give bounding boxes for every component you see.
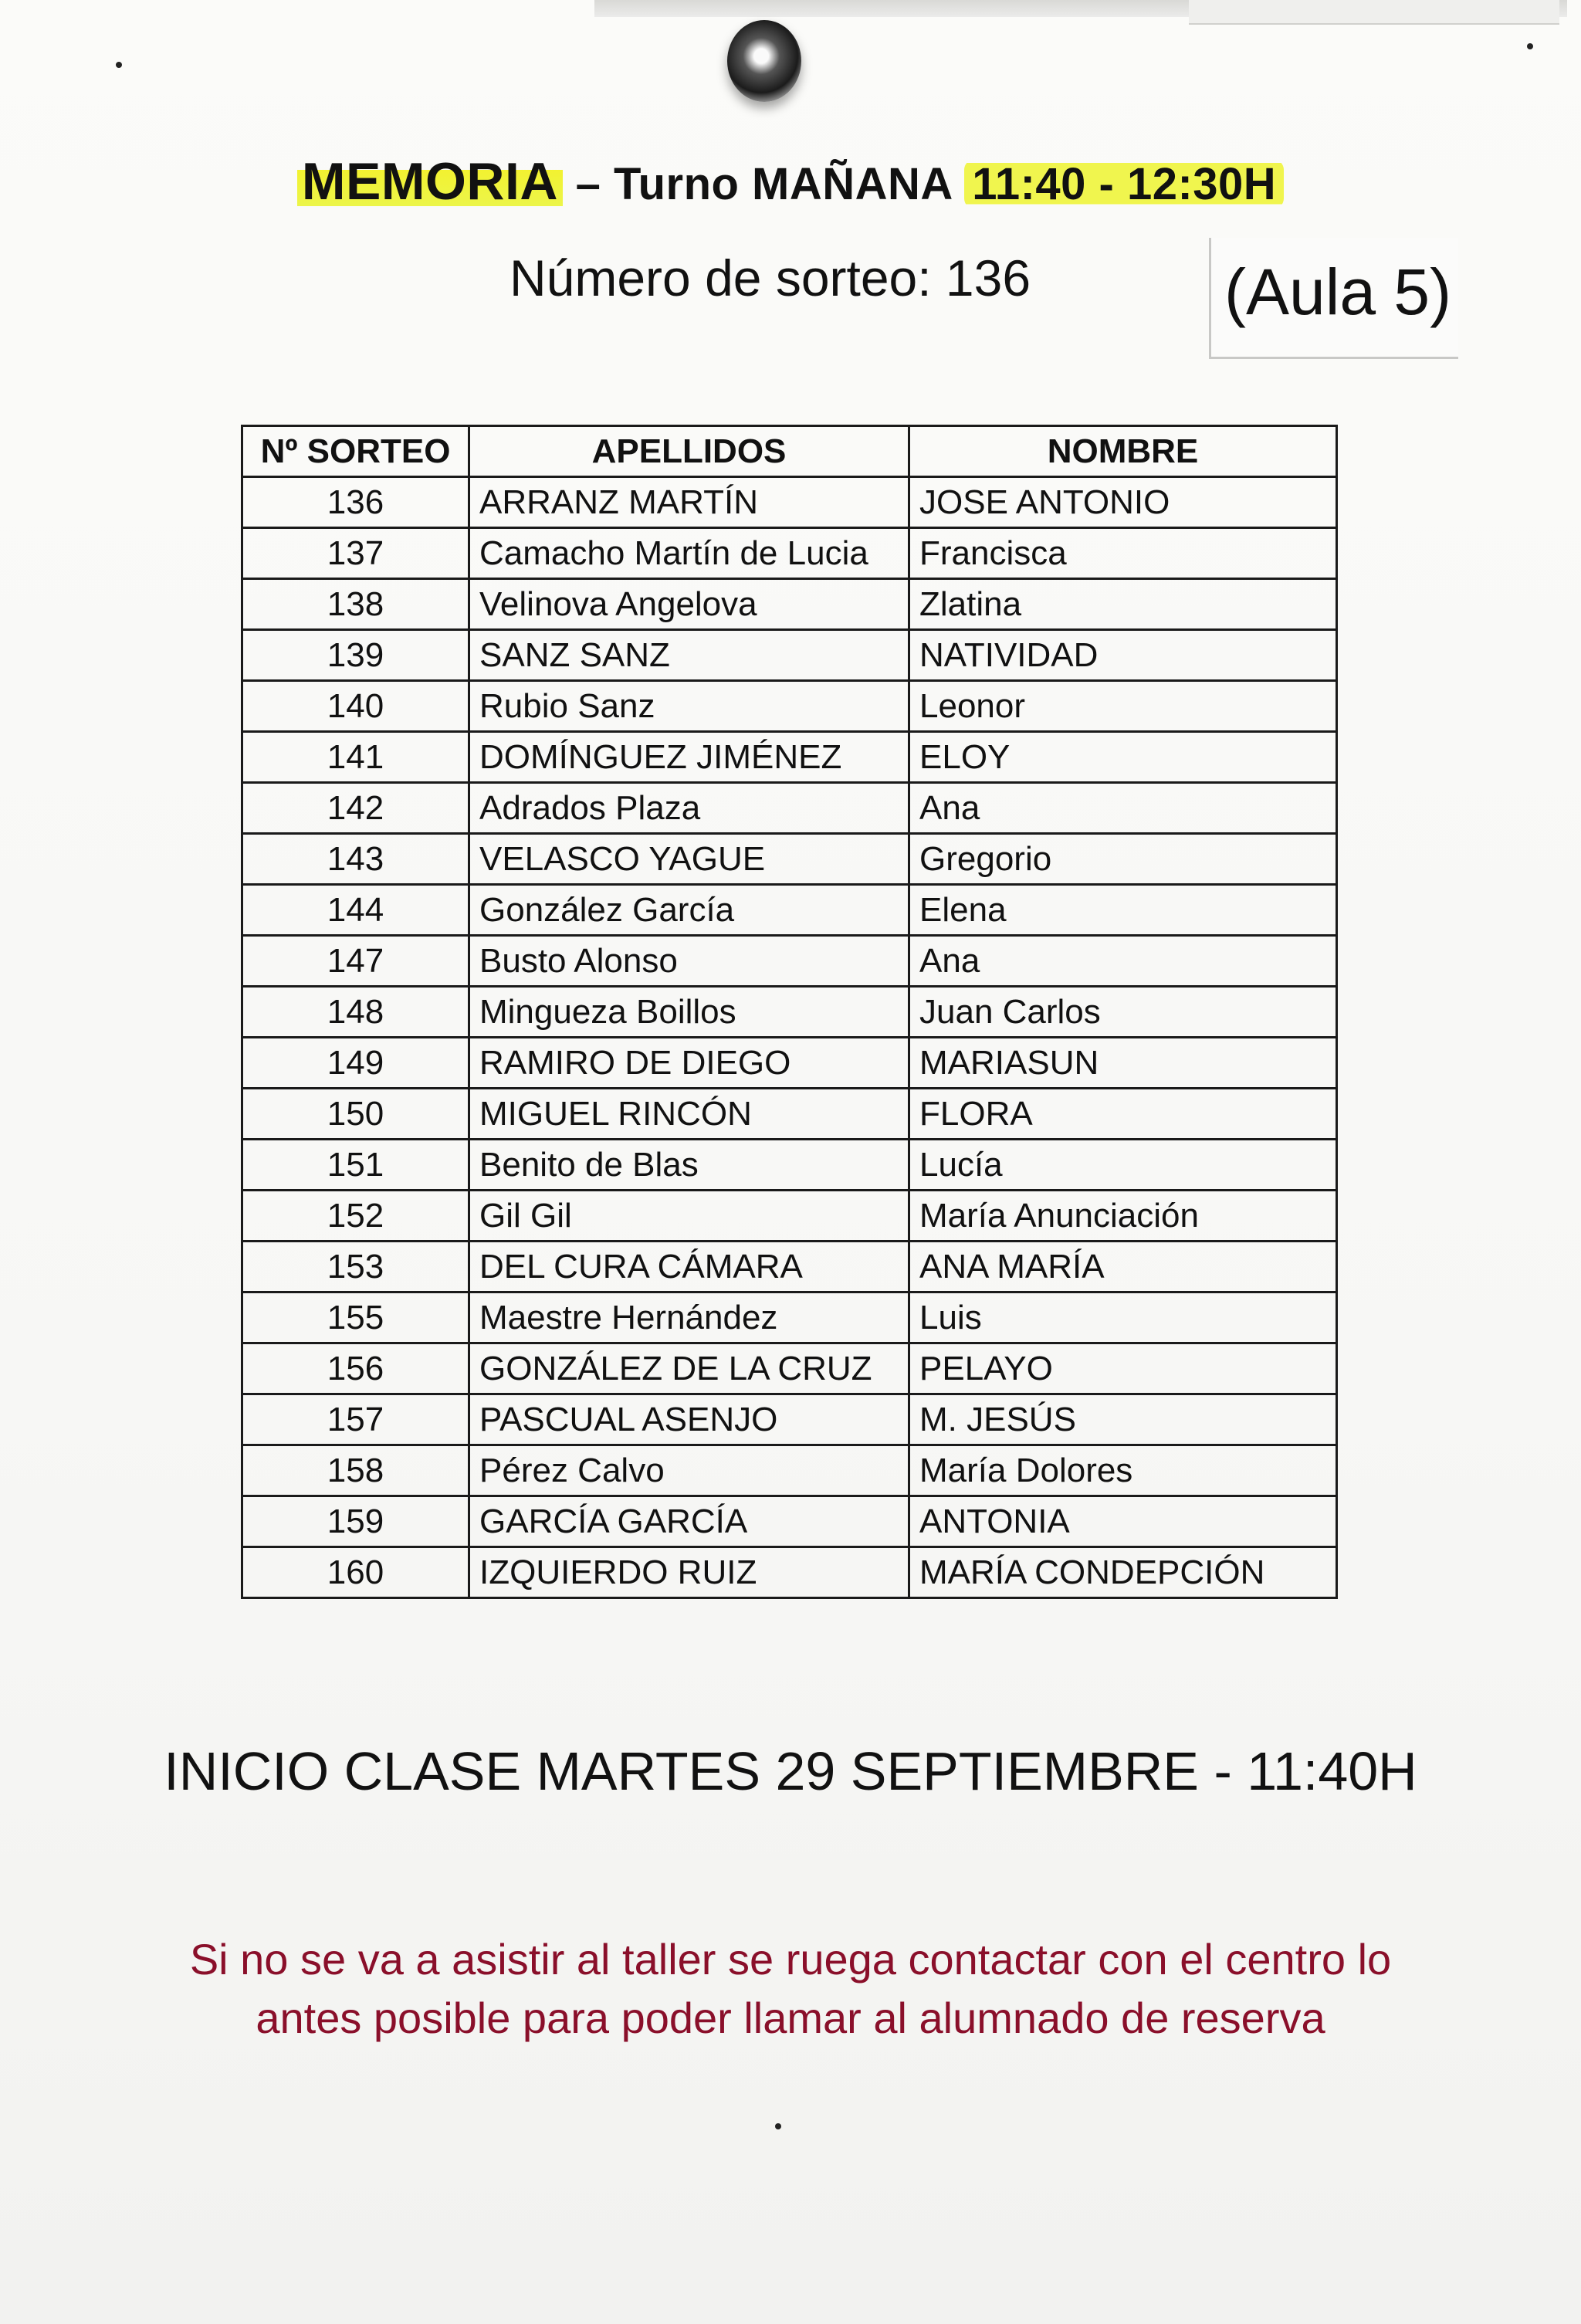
- cell-draw-number: 152: [242, 1191, 469, 1242]
- cell-name: Ana: [909, 936, 1337, 987]
- participants-table: [241, 425, 1338, 1599]
- pushpin-icon: [727, 20, 801, 102]
- title-time: 11:40 - 12:30H: [964, 159, 1284, 209]
- table-row: [242, 681, 1337, 732]
- table-row: [242, 1242, 1337, 1292]
- title-subject: MEMORIA: [297, 152, 563, 211]
- cell-name: María Dolores: [909, 1445, 1337, 1496]
- table-row: [242, 987, 1337, 1038]
- cell-name: FLORA: [909, 1089, 1337, 1140]
- cell-surnames: Pérez Calvo: [469, 1445, 909, 1496]
- room-label: (Aula 5): [1224, 256, 1452, 328]
- table-row: [242, 783, 1337, 834]
- cell-surnames: ARRANZ MARTÍN: [469, 477, 909, 528]
- table-row: [242, 579, 1337, 630]
- cell-draw-number: 138: [242, 579, 469, 630]
- cell-draw-number: 159: [242, 1496, 469, 1547]
- cell-name: MARÍA CONDEPCIÓN: [909, 1547, 1337, 1598]
- cell-surnames: Benito de Blas: [469, 1140, 909, 1191]
- table-row: [242, 1292, 1337, 1343]
- cell-draw-number: 151: [242, 1140, 469, 1191]
- table-row: [242, 732, 1337, 783]
- attendance-note: [0, 1930, 1581, 2048]
- cell-name: María Anunciación: [909, 1191, 1337, 1242]
- cell-surnames: MIGUEL RINCÓN: [469, 1089, 909, 1140]
- cell-surnames: Adrados Plaza: [469, 783, 909, 834]
- cell-surnames: Camacho Martín de Lucia: [469, 528, 909, 579]
- cell-name: ANA MARÍA: [909, 1242, 1337, 1292]
- cell-draw-number: 160: [242, 1547, 469, 1598]
- cell-draw-number: 148: [242, 987, 469, 1038]
- cell-name: Luis: [909, 1292, 1337, 1343]
- cell-surnames: PASCUAL ASENJO: [469, 1394, 909, 1445]
- table-row: [242, 477, 1337, 528]
- cell-draw-number: 140: [242, 681, 469, 732]
- cell-surnames: González García: [469, 885, 909, 936]
- table-row: [242, 834, 1337, 885]
- cell-draw-number: 139: [242, 630, 469, 681]
- cell-name: M. JESÚS: [909, 1394, 1337, 1445]
- table-row: [242, 1394, 1337, 1445]
- table-row: [242, 630, 1337, 681]
- cell-surnames: IZQUIERDO RUIZ: [469, 1547, 909, 1598]
- table-row: [242, 885, 1337, 936]
- attendance-note-line: Si no se va a asistir al taller se ruega contactar con el centro lo: [189, 1935, 1392, 1984]
- cell-draw-number: 143: [242, 834, 469, 885]
- column-header-draw-number: Nº SORTEO: [242, 426, 469, 477]
- cell-draw-number: 136: [242, 477, 469, 528]
- table-row: [242, 1038, 1337, 1089]
- speck: [1527, 43, 1533, 49]
- cell-surnames: Velinova Angelova: [469, 579, 909, 630]
- cell-name: Juan Carlos: [909, 987, 1337, 1038]
- class-start-notice: INICIO CLASE MARTES 29 SEPTIEMBRE - 11:40H: [164, 1741, 1417, 1801]
- cell-draw-number: 155: [242, 1292, 469, 1343]
- cell-name: JOSE ANTONIO: [909, 477, 1337, 528]
- page-title: [0, 151, 1581, 212]
- cell-surnames: Mingueza Boillos: [469, 987, 909, 1038]
- draw-number: Número de sorteo: 136: [510, 249, 1031, 307]
- table-row: [242, 1089, 1337, 1140]
- table-row: [242, 1343, 1337, 1394]
- table-row: [242, 936, 1337, 987]
- cell-draw-number: 150: [242, 1089, 469, 1140]
- cell-draw-number: 141: [242, 732, 469, 783]
- table-row: [242, 1191, 1337, 1242]
- speck: [116, 62, 122, 68]
- cell-name: Elena: [909, 885, 1337, 936]
- cell-draw-number: 142: [242, 783, 469, 834]
- attendance-note-line: antes posible para poder llamar al alumnado de reserva: [256, 1994, 1325, 2042]
- title-shift: – Turno MAÑANA: [562, 159, 965, 209]
- table-row: [242, 1140, 1337, 1191]
- cell-name: Ana: [909, 783, 1337, 834]
- cell-draw-number: 147: [242, 936, 469, 987]
- cell-draw-number: 158: [242, 1445, 469, 1496]
- table-row: [242, 1496, 1337, 1547]
- cell-surnames: Gil Gil: [469, 1191, 909, 1242]
- table-row: [242, 1445, 1337, 1496]
- cell-draw-number: 157: [242, 1394, 469, 1445]
- cell-surnames: Maestre Hernández: [469, 1292, 909, 1343]
- cell-surnames: SANZ SANZ: [469, 630, 909, 681]
- cell-surnames: GONZÁLEZ DE LA CRUZ: [469, 1343, 909, 1394]
- cell-surnames: Rubio Sanz: [469, 681, 909, 732]
- cell-surnames: RAMIRO DE DIEGO: [469, 1038, 909, 1089]
- cell-name: ELOY: [909, 732, 1337, 783]
- table-header-row: [242, 426, 1337, 477]
- cell-name: MARIASUN: [909, 1038, 1337, 1089]
- cell-name: PELAYO: [909, 1343, 1337, 1394]
- cell-draw-number: 153: [242, 1242, 469, 1292]
- cell-surnames: VELASCO YAGUE: [469, 834, 909, 885]
- cell-draw-number: 144: [242, 885, 469, 936]
- table-row: [242, 528, 1337, 579]
- cell-name: Francisca: [909, 528, 1337, 579]
- cell-name: Zlatina: [909, 579, 1337, 630]
- speck: [775, 2123, 781, 2129]
- cell-surnames: DOMÍNGUEZ JIMÉNEZ: [469, 732, 909, 783]
- cell-surnames: Busto Alonso: [469, 936, 909, 987]
- cell-surnames: DEL CURA CÁMARA: [469, 1242, 909, 1292]
- cell-name: Leonor: [909, 681, 1337, 732]
- cell-name: Gregorio: [909, 834, 1337, 885]
- cell-draw-number: 137: [242, 528, 469, 579]
- column-header-surnames: APELLIDOS: [469, 426, 909, 477]
- cell-draw-number: 149: [242, 1038, 469, 1089]
- cell-surnames: GARCÍA GARCÍA: [469, 1496, 909, 1547]
- cell-name: NATIVIDAD: [909, 630, 1337, 681]
- overlapping-paper-edge: [1189, 0, 1559, 25]
- cell-draw-number: 156: [242, 1343, 469, 1394]
- cell-name: Lucía: [909, 1140, 1337, 1191]
- cell-name: ANTONIA: [909, 1496, 1337, 1547]
- table-row: [242, 1547, 1337, 1598]
- column-header-name: NOMBRE: [909, 426, 1337, 477]
